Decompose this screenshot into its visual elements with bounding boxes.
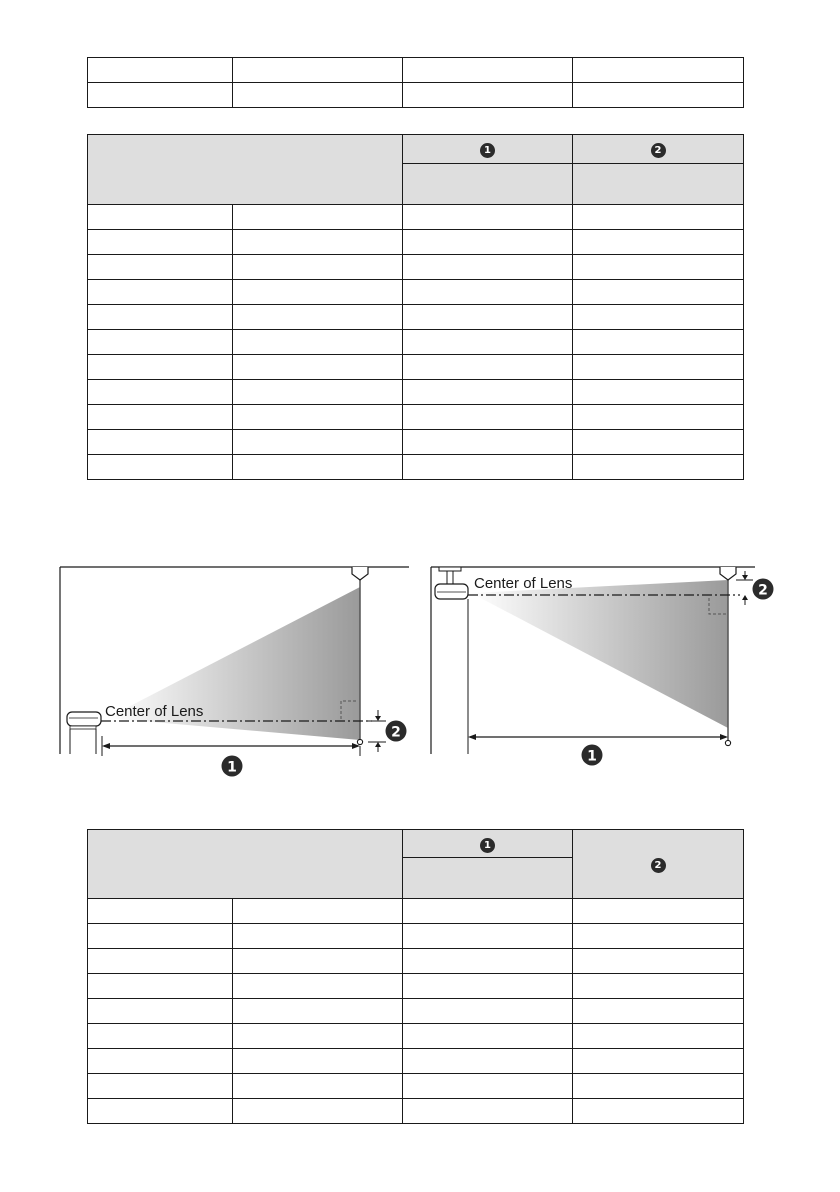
table-row <box>88 455 744 480</box>
header-marker-1 <box>403 830 573 858</box>
right-projection-diagram <box>425 558 780 778</box>
screen-bottom-point-icon <box>357 739 362 744</box>
projection-beam <box>471 580 728 728</box>
projector-icon <box>67 712 101 754</box>
ceiling-mount-icon <box>439 567 461 584</box>
table-row <box>88 999 744 1024</box>
table-row <box>88 255 744 280</box>
marker-2-icon: 2 <box>651 858 666 873</box>
header-cell <box>573 164 744 205</box>
header-cell <box>403 164 573 205</box>
header-marker-2 <box>573 135 744 164</box>
bottom-table <box>87 829 744 1124</box>
table-header-blank <box>88 830 403 899</box>
table-row <box>88 230 744 255</box>
header-marker-1 <box>403 135 573 164</box>
table-row <box>88 430 744 455</box>
top-table <box>87 57 744 108</box>
table-row <box>88 405 744 430</box>
header-marker-2 <box>573 830 744 899</box>
middle-table <box>87 134 744 480</box>
projector-icon <box>435 584 468 754</box>
marker-1-label: 1 <box>227 759 237 776</box>
marker-2-icon: 2 <box>651 143 666 158</box>
marker-2-label: 2 <box>391 724 401 741</box>
table-row <box>88 1024 744 1049</box>
marker-1-icon: 1 <box>480 143 495 158</box>
marker-1-icon: 1 <box>480 838 495 853</box>
table-row <box>88 924 744 949</box>
left-projection-diagram <box>52 558 422 778</box>
header-cell <box>403 858 573 899</box>
table-row <box>88 1074 744 1099</box>
center-of-lens-label: Center of Lens <box>105 703 204 720</box>
marker-2-label: 2 <box>758 582 768 599</box>
table-row <box>88 974 744 999</box>
table-row <box>88 380 744 405</box>
table-row <box>88 355 744 380</box>
marker-1-label: 1 <box>587 748 597 765</box>
screen-bottom-point-icon <box>725 740 730 745</box>
center-of-lens-label: Center of Lens <box>474 575 573 592</box>
table-row <box>88 949 744 974</box>
table-row <box>88 1049 744 1074</box>
table-row <box>88 280 744 305</box>
table-row <box>88 205 744 230</box>
table-row <box>88 899 744 924</box>
table-row <box>88 305 744 330</box>
screen-top-mount-icon <box>352 567 368 580</box>
table-row <box>88 83 744 108</box>
screen-top-mount-icon <box>720 567 736 580</box>
table-header-blank <box>88 135 403 205</box>
table-row <box>88 330 744 355</box>
table-row <box>88 1099 744 1124</box>
table-row <box>88 58 744 83</box>
